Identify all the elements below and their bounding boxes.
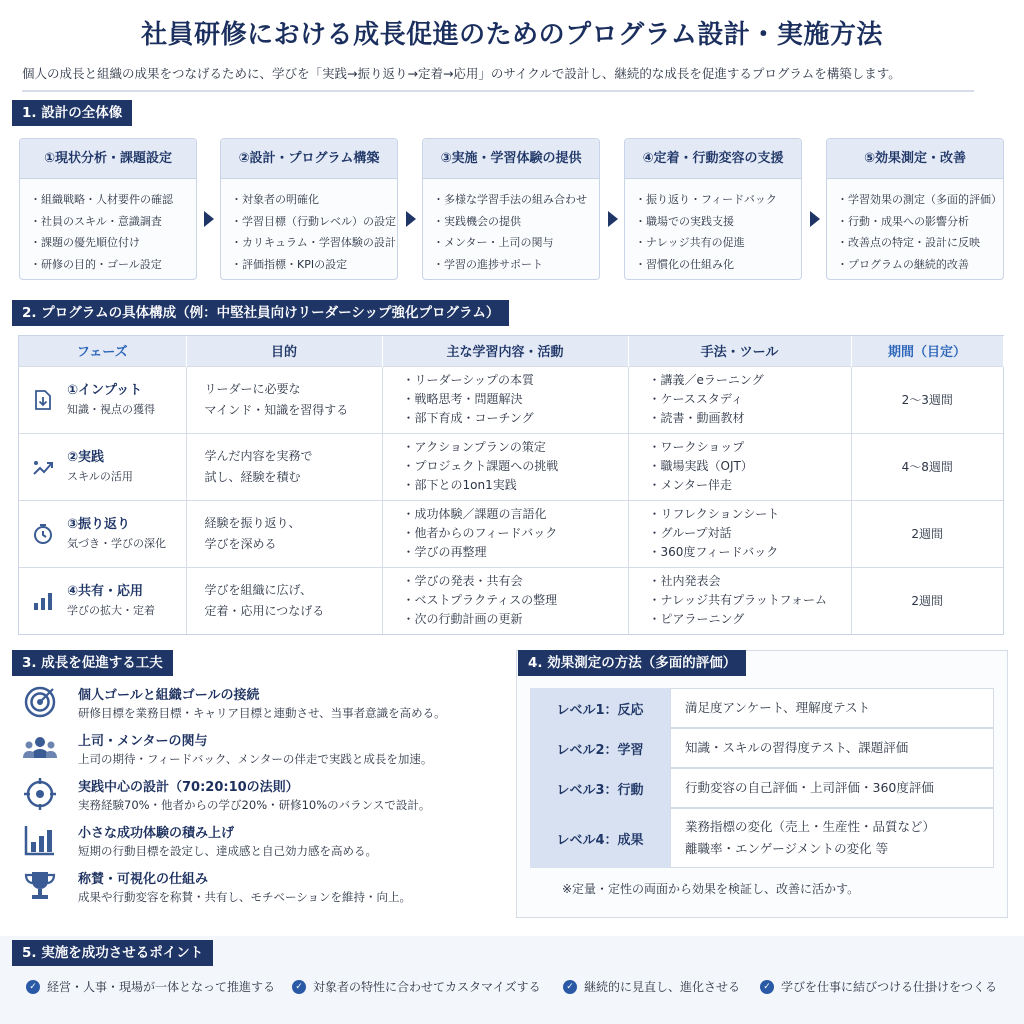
table-row: [19, 500, 1003, 567]
evaluation-level-label: レベル4：成果: [530, 808, 670, 868]
evaluation-level-row: [530, 688, 994, 728]
content-item: ・学びの発表・共有会: [402, 574, 523, 589]
content-item: ・部下との1on1実践: [402, 478, 517, 493]
success-point: [26, 978, 275, 995]
design-step-item: ・振り返り・フィードバック: [635, 193, 777, 206]
design-step-item: ・行動・成果への影響分析: [837, 214, 969, 228]
period-value: 2週間: [851, 500, 1003, 567]
growth-tip-title: 上司・メンターの関与: [78, 734, 208, 749]
section2-heading: 2. プログラムの具体構成（例：中堅社員向けリーダーシップ強化プログラム）: [12, 300, 509, 326]
growth-tip-desc: 上司の期待・フィードバック、メンターの伴走で実践と成長を加速。: [78, 752, 433, 766]
design-step-item: ・学習の進捗サポート: [433, 257, 543, 271]
table-header: フェーズ: [19, 336, 186, 366]
content-item: ・戦略思考・問題解決: [402, 392, 523, 407]
phase-name: ③振り返り: [67, 516, 131, 532]
design-step-item: ・メンター・上司の関与: [433, 236, 554, 249]
step-arrow-icon: [608, 211, 618, 227]
evaluation-level-method: 離職率・エンゲージメントの変化 等: [685, 841, 889, 856]
check-icon: ✓: [26, 980, 40, 994]
success-point: [292, 978, 541, 995]
design-step-box: [19, 138, 197, 280]
growth-tip-title: 小さな成功体験の積み上げ: [78, 826, 235, 841]
growth-tip-desc: 成果や行動変容を称賛・共有し、モチベーションを維持・向上。: [78, 890, 412, 904]
table-header: 主な学習内容・活動: [382, 336, 628, 366]
bar-chart-icon: [29, 587, 57, 615]
design-step-title: ④定着・行動変容の支援: [625, 139, 801, 179]
tool-item: ・ケーススタディ: [648, 392, 743, 407]
evaluation-level-label: レベル1：反応: [530, 688, 670, 728]
purpose-line: リーダーに必要な: [204, 381, 301, 396]
phase-name: ①インプット: [67, 382, 143, 398]
evaluation-level-method: 知識・スキルの習得度テスト、課題評価: [685, 740, 909, 755]
design-step-item: ・課題の優先順位付け: [30, 236, 140, 249]
tool-item: ・メンター伴走: [648, 478, 733, 493]
design-step-title: ⑤効果測定・改善: [827, 139, 1003, 179]
tool-item: ・ワークショップ: [648, 440, 745, 455]
period-value: 4〜8週間: [851, 433, 1003, 500]
success-point: [563, 978, 740, 995]
purpose-line: 学びを深める: [204, 536, 277, 551]
purpose-line: 定着・応用につなげる: [204, 603, 325, 618]
design-step-box: [826, 138, 1004, 280]
tool-item: ・読書・動画教材: [648, 411, 745, 426]
design-step-item: ・職場での実践支援: [635, 214, 734, 228]
content-item: ・アクションプランの策定: [402, 440, 546, 455]
content-item: ・部下育成・コーチング: [402, 411, 534, 426]
design-step-box: [220, 138, 398, 280]
table-header: 手法・ツール: [628, 336, 851, 366]
target-icon: [22, 684, 58, 720]
tool-item: ・ナレッジ共有プラットフォーム: [648, 593, 827, 608]
cycle-icon: [22, 776, 58, 812]
design-step-item: ・ナレッジ共有の促進: [635, 236, 745, 249]
table-row: [19, 433, 1003, 500]
evaluation-level-method: 業務指標の変化（売上・生産性・品質など）: [685, 819, 936, 834]
content-item: ・ベストプラクティスの整理: [402, 593, 558, 608]
design-step-item: ・改善点の特定・設計に反映: [837, 236, 980, 249]
trophy-icon: [22, 868, 58, 904]
design-step-item: ・実践機会の提供: [433, 214, 521, 228]
check-icon: ✓: [760, 980, 774, 994]
phase-subtitle: 気づき・学びの深化: [67, 536, 166, 550]
content-item: ・次の行動計画の更新: [402, 612, 523, 627]
tool-item: ・グループ対話: [648, 526, 732, 541]
evaluation-note: ※定量・定性の両面から効果を検証し、改善に活かす。: [562, 882, 860, 896]
clock-refresh-icon: [29, 520, 57, 548]
content-item: ・他者からのフィードバック: [402, 526, 558, 541]
evaluation-level-row: [530, 728, 994, 768]
design-step-item: ・社員のスキル・意識調査: [30, 214, 162, 228]
growth-tip-title: 実践中心の設計（70:20:10の法則）: [78, 780, 299, 795]
tool-item: ・リフレクションシート: [648, 507, 780, 522]
evaluation-level-label: レベル3：行動: [530, 768, 670, 808]
design-step-title: ③実施・学習体験の提供: [423, 139, 599, 179]
section1-heading: 1. 設計の全体像: [12, 100, 132, 126]
success-point-text: 学びを仕事に結びつける仕掛けをつくる: [781, 980, 998, 994]
evaluation-level-row: [530, 808, 994, 868]
purpose-line: マインド・知識を習得する: [204, 402, 349, 417]
purpose-line: 学びを組織に広げ、: [204, 582, 313, 597]
success-point-text: 対象者の特性に合わせてカスタマイズする: [313, 980, 541, 994]
tool-item: ・ピアラーニング: [648, 612, 745, 627]
design-step-item: ・研修の目的・ゴール設定: [30, 257, 162, 271]
period-value: 2〜3週間: [851, 366, 1003, 433]
growth-tip-desc: 実務経験70%・他者からの学び20%・研修10%のバランスで設計。: [78, 798, 431, 812]
design-step-item: ・対象者の明確化: [231, 193, 319, 206]
table-row: [19, 366, 1003, 433]
purpose-line: 学んだ内容を実務で: [204, 448, 313, 463]
success-point-text: 経営・人事・現場が一体となって推進する: [47, 980, 276, 994]
success-point-text: 継続的に見直し、進化させる: [584, 980, 741, 994]
check-icon: ✓: [563, 980, 577, 994]
tool-item: ・360度フィードバック: [648, 545, 779, 560]
design-step-item: ・学習目標（行動レベル）の設定: [231, 214, 396, 228]
design-step-item: ・多様な学習手法の組み合わせ: [433, 193, 587, 206]
download-icon: [29, 386, 57, 414]
purpose-line: 経験を振り返り、: [204, 515, 301, 530]
growth-chart-icon: [22, 822, 58, 858]
tool-item: ・職場実践（OJT）: [648, 459, 753, 474]
design-step-item: ・組織戦略・人材要件の確認: [30, 193, 173, 206]
table-header: 目的: [186, 336, 382, 366]
growth-tip-desc: 短期の行動目標を設定し、達成感と自己効力感を高める。: [78, 844, 377, 858]
growth-tip-title: 個人ゴールと組織ゴールの接続: [78, 688, 260, 703]
content-item: ・成功体験／課題の言語化: [402, 507, 547, 522]
design-step-item: ・評価指標・KPIの設定: [231, 257, 348, 271]
design-step-box: [422, 138, 600, 280]
trend-up-icon: [29, 453, 57, 481]
design-step-item: ・カリキュラム・学習体験の設計: [231, 236, 396, 249]
evaluation-level-row: [530, 768, 994, 808]
phase-name: ②実践: [67, 449, 105, 465]
phase-name: ④共有・応用: [67, 583, 144, 599]
period-value: 2週間: [851, 567, 1003, 634]
content-item: ・リーダーシップの本質: [402, 373, 535, 388]
evaluation-level-label: レベル2：学習: [530, 728, 670, 768]
tool-item: ・講義／eラーニング: [648, 373, 764, 388]
evaluation-level-method: 満足度アンケート、理解度テスト: [685, 700, 871, 715]
design-step-item: ・学習効果の測定（多面的評価）: [837, 193, 1002, 206]
table-header: 期間（目定）: [851, 336, 1003, 366]
phase-subtitle: 学びの拡大・定着: [67, 603, 155, 617]
success-point: [760, 978, 997, 995]
step-arrow-icon: [204, 211, 214, 227]
phase-subtitle: スキルの活用: [67, 469, 133, 483]
design-step-item: ・習慣化の仕組み化: [635, 257, 734, 271]
page-title: 社員研修における成長促進のためのプログラム設計・実施方法: [141, 20, 883, 50]
check-icon: ✓: [292, 980, 306, 994]
design-step-title: ②設計・プログラム構築: [221, 139, 397, 179]
program-table: [18, 335, 1004, 635]
design-step-title: ①現状分析・課題設定: [20, 139, 196, 179]
intro-divider: [22, 90, 974, 92]
section4-heading: 4. 効果測定の方法（多面的評価）: [518, 650, 746, 676]
intro-text: 個人の成長と組織の成果をつなげるために、学びを「実践→振り返り→定着→応用」のサイクルで設計し、継続的な成長を促進するプログラムを構築します。: [22, 66, 901, 81]
content-item: ・学びの再整理: [402, 545, 487, 560]
tool-item: ・社内発表会: [648, 574, 721, 589]
step-arrow-icon: [406, 211, 416, 227]
design-step-box: [624, 138, 802, 280]
step-arrow-icon: [810, 211, 820, 227]
content-item: ・プロジェクト課題への挑戦: [402, 459, 559, 474]
section3-heading: 3. 成長を促進する工夫: [12, 650, 173, 676]
people-icon: [22, 730, 58, 766]
growth-tip-desc: 研修目標を業務目標・キャリア目標と連動させ、当事者意識を高める。: [78, 706, 446, 720]
evaluation-level-method: 行動変容の自己評価・上司評価・360度評価: [685, 780, 934, 795]
purpose-line: 試し、経験を積む: [204, 469, 301, 484]
table-row: [19, 567, 1003, 634]
growth-tip-title: 称賛・可視化の仕組み: [78, 872, 209, 887]
section5-heading: 5. 実施を成功させるポイント: [12, 940, 213, 966]
phase-subtitle: 知識・視点の獲得: [67, 402, 155, 416]
design-step-item: ・プログラムの継続的改善: [837, 257, 969, 271]
